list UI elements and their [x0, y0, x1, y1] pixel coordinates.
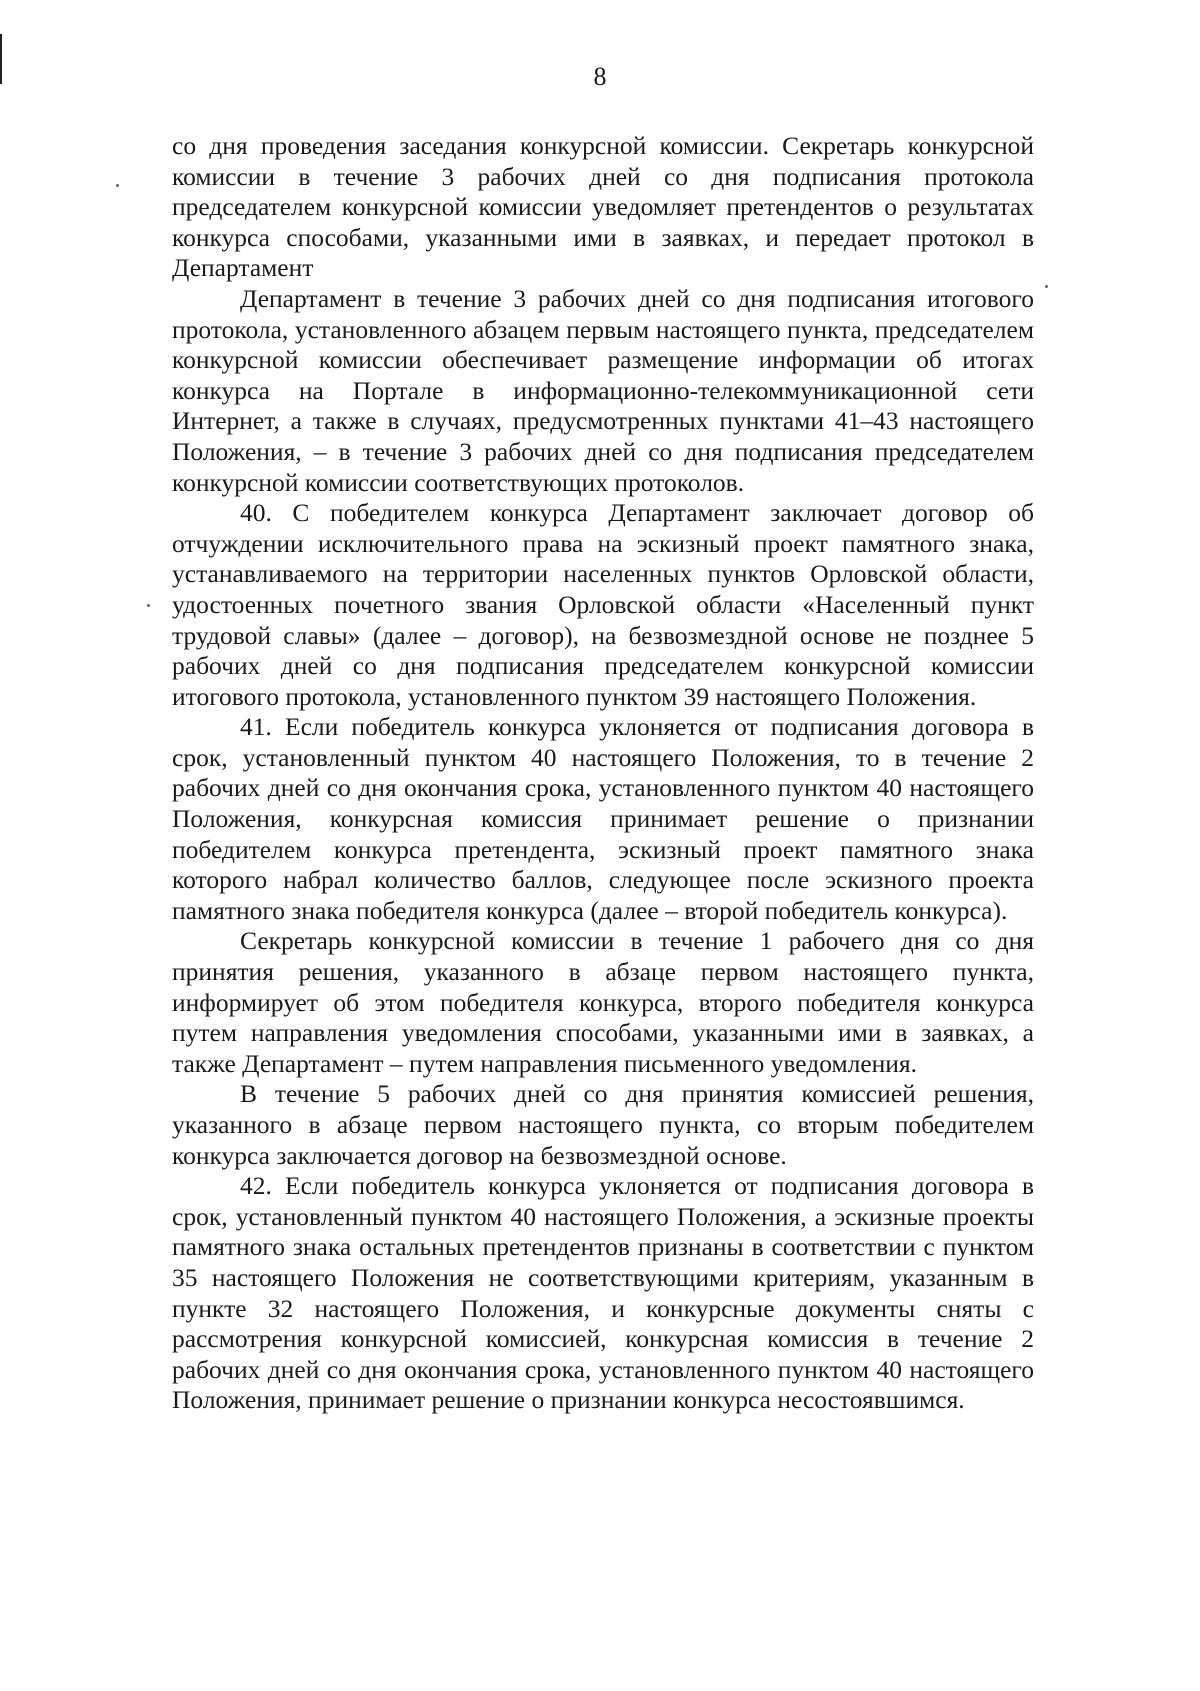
paragraph: Секретарь конкурсной комиссии в течение 1 рабочего дня со дня принятия решения, указанного в абзаце первом настоящего пункта, информирует об этом победителя конкурса, второго победителя конкурса путем направления уведомления способами, указанными ими в заявках, а также Департамент – путем направления письменного уведомления. [172, 926, 1034, 1078]
paragraph: 41. Если победитель конкурса уклоняется от подписания договора в срок, установленный пунктом 40 настоящего Положения, то в течение 2 рабочих дней со дня окончания срока, установленного пунктом 40 настоящего Положения, конкурсная комиссия принимает решение о признании победителем конкурса претендента, эскизный проект памятного знака которого набрал количество баллов, следующее после эскизного проекта памятного знака победителя конкурса (далее – второй победитель конкурса). [172, 712, 1034, 925]
scan-speck [1045, 285, 1048, 288]
paragraph: Департамент в течение 3 рабочих дней со дня подписания итогового протокола, установленного абзацем первым настоящего пункта, председателем конкурсной комиссии обеспечивает размещение информации об итогах конкурса на Портале в информационно-телекоммуникационной сети Интернет, а также в случаях, предусмотренных пунктами 41–43 настоящего Положения, – в течение 3 рабочих дней со дня подписания председателем конкурсной комиссии соответствующих протоколов. [172, 283, 1034, 497]
paragraph: 42. Если победитель конкурса уклоняется от подписания договора в срок, установленный пунктом 40 настоящего Положения, а эскизные проекты памятного знака остальных претендентов признаны в соответствии с пунктом 35 настоящего Положения не соответствующими критериям, указанным в пункте 32 настоящего Положения, и конкурсные документы сняты с рассмотрения конкурсной комиссией, конкурсная комиссия в течение 2 рабочих дней со дня окончания срока, установленного пунктом 40 настоящего Положения, принимает решение о признании конкурса несостоявшимся. [172, 1171, 1034, 1415]
paragraph: В течение 5 рабочих дней со дня принятия комиссией решения, указанного в абзаце первом настоящего пункта, со вторым победителем конкурса заключается договор на безвозмездной основе. [172, 1079, 1034, 1170]
paragraph: со дня проведения заседания конкурсной комиссии. Секретарь конкурсной комиссии в течение 3 рабочих дней со дня подписания протокола председателем конкурсной комиссии уведомляет претендентов о результатах конкурса способами, указанными ими в заявках, и передает протокол в Департамент [172, 131, 1034, 283]
scan-speck [147, 604, 150, 607]
document-body [172, 131, 1034, 1416]
scan-speck [116, 184, 119, 187]
paragraph: 40. С победителем конкурса Департамент заключает договор об отчуждении исключительного права на эскизный проект памятного знака, устанавливаемого на территории населенных пунктов Орловской области, удостоенных почетного звания Орловской области «Населенный пункт трудовой славы» (далее – договор), на безвозмездной основе не позднее 5 рабочих дней со дня подписания председателем конкурсной комиссии итогового протокола, установленного пунктом 39 настоящего Положения. [172, 498, 1034, 711]
page-number: 8 [593, 62, 607, 91]
